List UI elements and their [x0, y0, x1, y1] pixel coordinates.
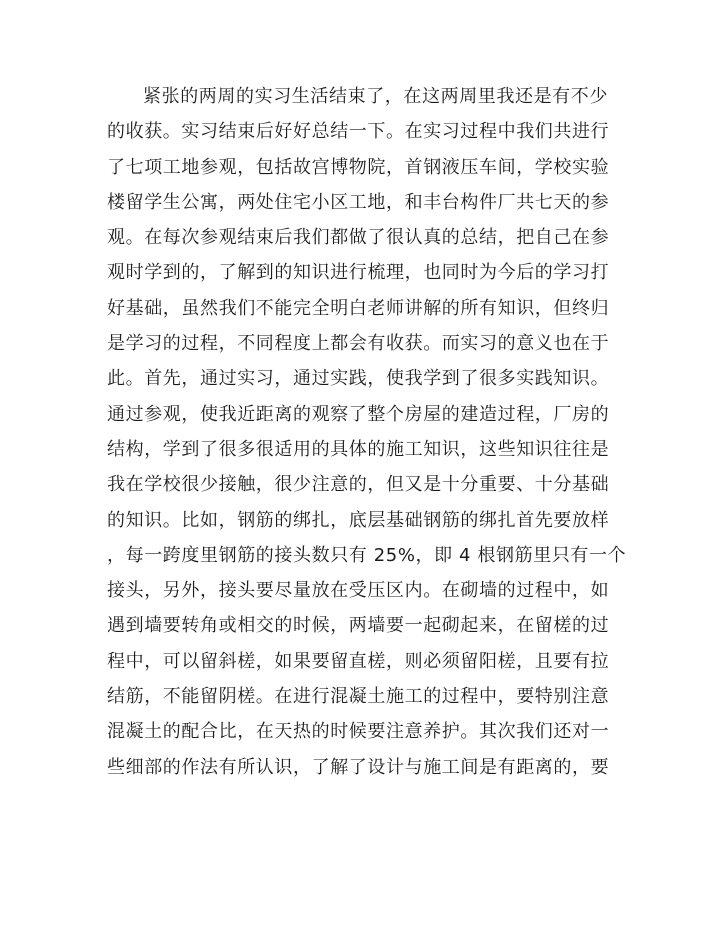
text-line: 些细部的作法有所认识，了解了设计与施工间是有距离的，要 — [107, 756, 610, 778]
text-line: 好基础，虽然我们不能完全明白老师讲解的所有知识，但终归 — [107, 297, 610, 319]
text-line: 程中，可以留斜槎，如果要留直槎，则必须留阳槎，且要有拉 — [107, 650, 610, 672]
body-text — [107, 79, 627, 785]
text-line: 我在学校很少接触，很少注意的，但又是十分重要、十分基础 — [107, 474, 610, 496]
text-line: 是学习的过程，不同程度上都会有收获。而实习的意义也在于 — [107, 333, 610, 355]
text-line: 的知识。比如，钢筋的绑扎，底层基础钢筋的绑扎首先要放样 — [107, 509, 610, 531]
text-line: 遇到墙要转角或相交的时候，两墙要一起砌起来，在留槎的过 — [107, 615, 610, 637]
text-line: 观。在每次参观结束后我们都做了很认真的总结，把自己在参 — [107, 227, 610, 249]
text-line: 紧张的两周的实习生活结束了，在这两周里我还是有不少 — [143, 86, 608, 107]
text-line: 了七项工地参观，包括故宫博物院，首钢液压车间，学校实验 — [107, 156, 610, 178]
text-line: 的收获。实习结束后好好总结一下。在实习过程中我们共进行 — [107, 121, 610, 143]
text-line: 结构，学到了很多很适用的具体的施工知识，这些知识往往是 — [107, 438, 610, 460]
text-line: 通过参观，使我近距离的观察了整个房屋的建造过程，厂房的 — [107, 403, 610, 425]
text-line: ，每一跨度里钢筋的接头数只有 25%，即 4 根钢筋里只有一个 — [107, 544, 627, 566]
text-line: 结筋，不能留阴槎。在进行混凝土施工的过程中，要特别注意 — [107, 686, 610, 708]
text-line: 观时学到的，了解到的知识进行梳理，也同时为今后的学习打 — [107, 262, 610, 284]
text-line: 混凝土的配合比，在天热的时候要注意养护。其次我们还对一 — [107, 721, 610, 743]
text-line: 此。首先，通过实习，通过实践，使我学到了很多实践知识。 — [107, 368, 610, 390]
text-line: 接头，另外，接头要尽量放在受压区内。在砌墙的过程中，如 — [107, 580, 610, 602]
text-line: 楼留学生公寓，两处住宅小区工地，和丰台构件厂共七天的参 — [107, 191, 610, 213]
